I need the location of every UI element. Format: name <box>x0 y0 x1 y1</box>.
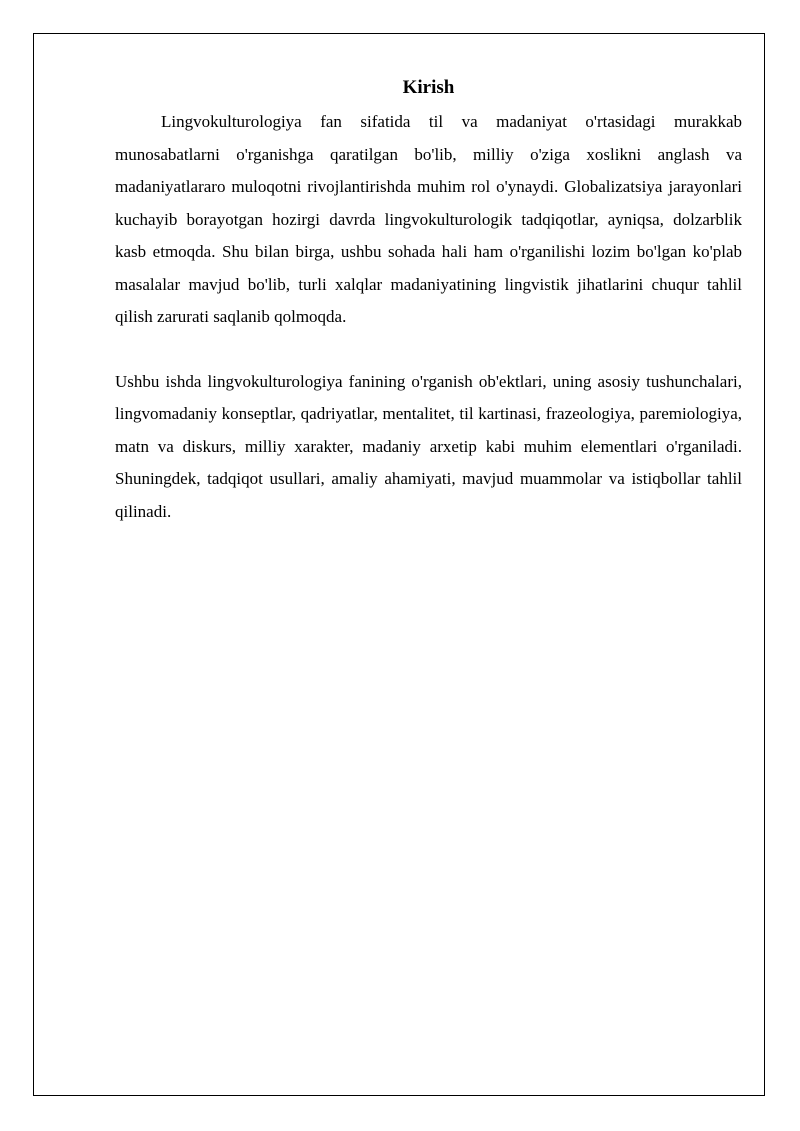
paragraph-intro: Lingvokulturologiya fan sifatida til va madaniyat o'rtasidagi murakkab munosabatlarni o'rganishga qaratilgan bo'lib, milliy o'ziga xoslikni anglash va madaniyatlararo muloqotni rivojlantirishda muhim rol o'ynaydi. Globalizatsiya jarayonlari kuchayib borayotgan hozirgi davrda lingvokulturologik tadqiqotlar, ayniqsa, dolzarblik kasb etmoqda. Shu bilan birga, ushbu sohada hali ham o'rganilishi lozim bo'lgan ko'plab masalalar mavjud bo'lib, turli xalqlar madaniyatining lingvistik jihatlarini chuqur tahlil qilish zarurati saqlanib qolmoqda. <box>115 112 742 326</box>
paragraph-scope: Ushbu ishda lingvokulturologiya fanining o'rganish ob'ektlari, uning asosiy tushunchalari, lingvomadaniy konseptlar, qadriyatlar, mentalitet, til kartinasi, frazeologiya, paremiologiya, matn va diskurs, milliy xarakter, madaniy arxetip kabi muhim elementlari o'rganiladi. Shuningdek, tadqiqot usullari, amaliy ahamiyati, mavjud muammolar va istiqbollar tahlil qilinadi. <box>115 371 742 521</box>
document-title: Kirish <box>402 77 455 98</box>
document-body <box>115 74 742 528</box>
paragraph-spacer <box>115 334 742 366</box>
